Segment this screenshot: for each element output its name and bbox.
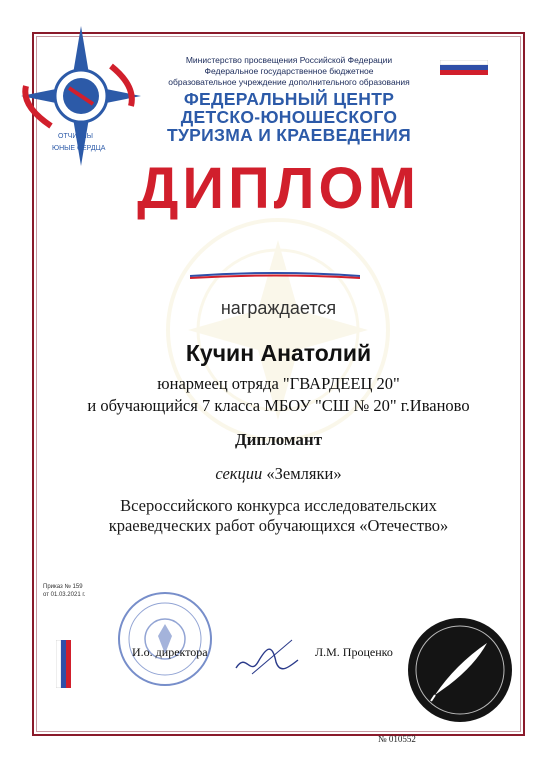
organization-line: ТУРИЗМА И КРАЕВЕДЕНИЯ [167,125,411,145]
tricolor-ribbon-bottom-left [56,640,72,688]
award-status: Дипломант [234,430,323,449]
official-stamp [116,590,214,688]
section-name: «Земляки» [266,464,342,483]
order-number: Приказ № 159 [43,584,83,590]
awarded-label: награждается [220,298,337,318]
order-reference [43,583,85,599]
organization-name [150,90,428,144]
organization-line: ДЕТСКО-ЮНОШЕСКОГО [180,107,398,127]
contest-line: Всероссийского конкурса исследовательских [120,496,437,515]
svg-text:ЮНЫЕ СЕРДЦА: ЮНЫЕ СЕРДЦА [52,145,106,152]
section-prefix: секции [215,464,263,483]
ministry-text [150,55,428,88]
signer-name: Л.М. Проценко [315,645,393,659]
contest-line: краеведческих работ обучающихся «Отечество» [108,516,449,535]
ministry-line: Министерство просвещения Российской Федерации [185,55,393,65]
signer-role: И.о. директора [132,645,208,659]
organization-line: ФЕДЕРАЛЬНЫЙ ЦЕНТР [183,89,395,109]
tricolor-ribbon-top-right [440,60,488,76]
ministry-line: образовательное учреждение дополнительного образования [168,77,410,87]
signature [232,632,302,680]
svg-text:ОТЧИЗНЫ: ОТЧИЗНЫ [58,133,93,140]
recipient-detail-line: юнармеец отряда "ГВАРДЕЕЦ 20" [157,374,400,393]
section-line [0,464,557,484]
recipient-detail-line: и обучающийся 7 класса МБОУ "СШ № 20" г.Иваново [87,396,470,415]
compass-rose-logo [18,18,144,168]
recipient-name: Кучин Анатолий [185,340,372,366]
ministry-line: Федеральное государственное бюджетное [204,66,374,76]
quill-emblem [405,615,515,725]
tricolor-divider [190,270,360,280]
diploma-title: ДИПЛОМ [137,156,420,221]
diploma-number: № 010552 [378,734,416,744]
order-date: от 01.03.2021 г. [43,592,86,598]
